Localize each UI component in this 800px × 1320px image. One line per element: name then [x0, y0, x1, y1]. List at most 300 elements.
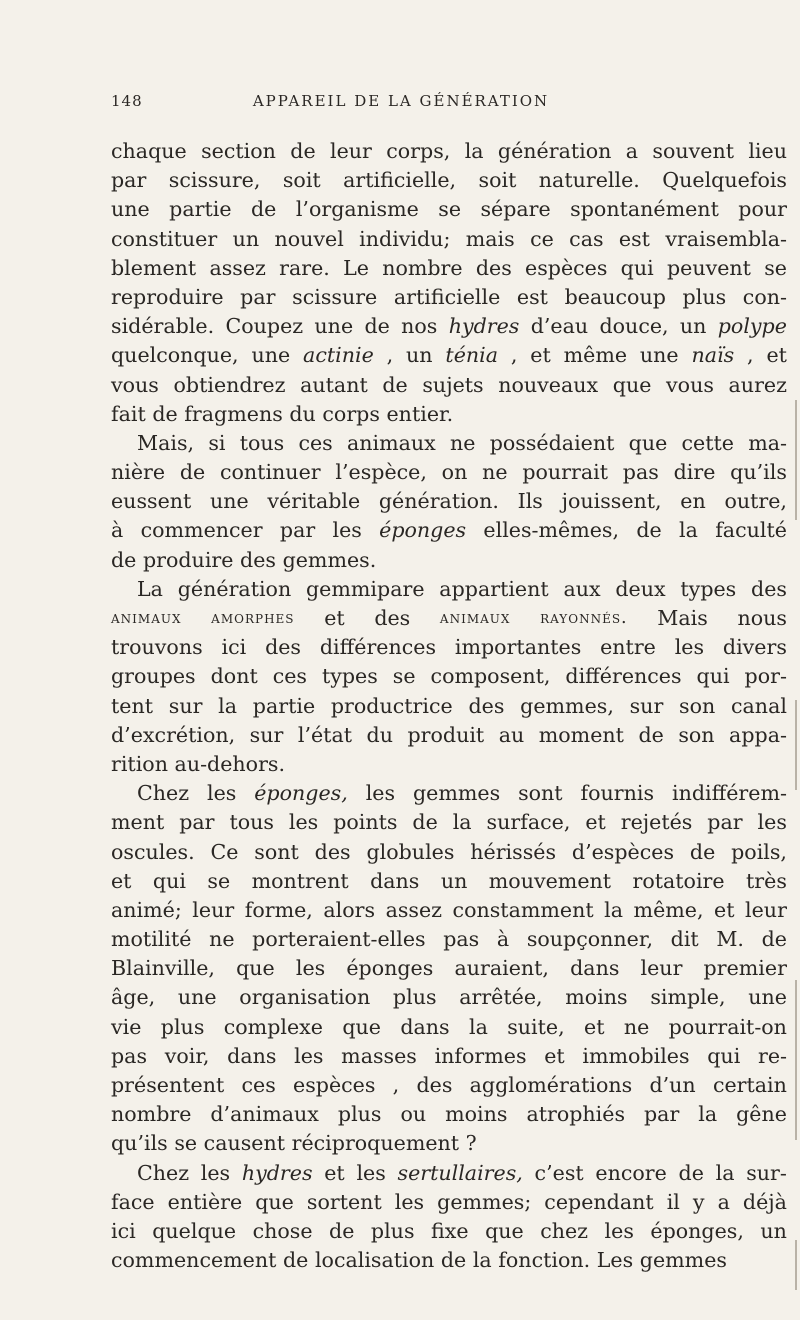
word: soit	[478, 168, 517, 193]
word: la	[604, 897, 624, 922]
word: même,	[633, 897, 704, 922]
word: qu’ils	[730, 460, 787, 485]
word: un	[232, 226, 260, 251]
word: fragmens	[184, 401, 283, 426]
word: la	[472, 1248, 492, 1273]
page-edge-shadow	[786, 0, 800, 1320]
text-line	[111, 1129, 787, 1158]
word: tent	[111, 693, 154, 718]
page-header	[111, 92, 691, 116]
word: porteraient-elles	[252, 927, 426, 952]
word: immobiles	[582, 1043, 690, 1068]
text-line	[111, 633, 787, 662]
text-line	[111, 1246, 787, 1275]
text-line	[111, 546, 787, 575]
word: de	[638, 722, 664, 747]
word: pour	[738, 197, 787, 222]
word: dans	[570, 956, 620, 981]
word: partie	[252, 693, 316, 718]
text-line	[111, 838, 787, 867]
word: leur	[640, 956, 683, 981]
word: qui	[620, 255, 654, 280]
word: par	[240, 284, 276, 309]
word: por-	[744, 664, 787, 689]
word: obtiendrez	[173, 372, 286, 397]
word: hydres	[448, 314, 520, 339]
text-line	[111, 983, 787, 1012]
word: et	[324, 606, 345, 630]
word: ,	[747, 343, 754, 368]
word: espèces	[293, 1073, 376, 1097]
word: Chez	[137, 781, 190, 806]
word: pas	[443, 927, 480, 952]
word: ici	[221, 635, 247, 660]
word: dans	[227, 1043, 277, 1068]
word: de	[179, 460, 206, 485]
word: de	[440, 1248, 467, 1273]
word: pas	[111, 1043, 148, 1068]
word: d’animaux	[210, 1102, 319, 1127]
word: eussent	[111, 489, 192, 514]
word: produire	[142, 547, 234, 572]
word: nombre	[111, 1102, 192, 1127]
word: leur	[330, 139, 372, 163]
word: un	[440, 868, 468, 893]
word: les	[206, 781, 237, 806]
word: est	[516, 284, 548, 309]
text-line	[111, 1071, 787, 1100]
text-line	[111, 721, 787, 750]
word: organisation	[239, 985, 371, 1010]
word: moins	[445, 1102, 508, 1127]
word: sertullaires,	[397, 1160, 523, 1185]
word: nière	[111, 460, 166, 485]
word: dans	[400, 1014, 450, 1039]
word: jouissent,	[561, 489, 662, 514]
word: vraisembla-	[665, 226, 787, 251]
word: entier.	[386, 401, 454, 426]
word: à	[111, 518, 124, 543]
word: reproduire	[111, 284, 224, 309]
word: actinie	[303, 343, 374, 368]
word: de	[382, 372, 408, 397]
word: causent	[203, 1131, 286, 1156]
word: les	[394, 1189, 425, 1214]
text-line	[111, 1042, 787, 1071]
word: se	[438, 197, 462, 222]
text-line	[111, 371, 787, 400]
word: se	[764, 255, 787, 280]
word: de	[329, 1218, 355, 1243]
word: soupçonner,	[526, 927, 653, 952]
word: commencer	[140, 518, 263, 543]
word: très	[746, 868, 787, 893]
text-line	[111, 896, 787, 925]
word: une	[314, 314, 354, 339]
word: la	[715, 1160, 735, 1185]
word: éponges	[379, 518, 467, 543]
word: les	[332, 518, 362, 543]
text-line	[111, 662, 787, 691]
word: divers	[722, 635, 787, 660]
word: cette	[681, 430, 734, 455]
word: chez	[540, 1218, 589, 1243]
word: suite,	[507, 1014, 565, 1039]
word: la	[468, 1014, 488, 1039]
word: qui	[696, 664, 730, 689]
word: groupes	[111, 664, 196, 689]
word: sur	[249, 722, 284, 747]
text-line	[111, 1159, 787, 1188]
word: de	[678, 1160, 704, 1185]
word: voir,	[164, 1043, 210, 1068]
word: encore	[595, 1160, 667, 1185]
word: naturelle.	[538, 168, 640, 193]
word: types	[680, 576, 737, 601]
word: une	[177, 985, 217, 1010]
word: de	[152, 401, 178, 426]
word: aurez	[728, 372, 787, 397]
running-title: APPAREIL DE LA GÉNÉRATION	[252, 92, 550, 110]
word: d’eau	[530, 314, 589, 339]
word: les	[295, 956, 326, 981]
word: ment	[111, 810, 165, 835]
word: masses	[341, 1043, 417, 1068]
word: une	[111, 197, 150, 222]
word: ténia	[445, 343, 499, 368]
word: animé;	[111, 897, 182, 922]
word: la	[464, 139, 484, 163]
word: gemmes,	[520, 693, 614, 718]
word: assez	[209, 255, 266, 280]
word: sur	[168, 693, 203, 718]
word: Mais,	[137, 430, 195, 455]
word: autant	[300, 372, 368, 397]
word: et	[324, 1160, 345, 1185]
word: génération	[497, 139, 612, 163]
word: arrêtée,	[459, 985, 543, 1010]
word: que	[485, 1218, 524, 1243]
word: les	[294, 1043, 324, 1068]
word: fait	[111, 401, 146, 426]
word: La	[137, 576, 163, 601]
text-line	[111, 283, 787, 312]
text-line	[111, 458, 787, 487]
word: cas	[569, 226, 604, 251]
word: entre	[600, 635, 656, 660]
text-line	[111, 604, 787, 633]
word: une	[639, 343, 679, 368]
word: ne	[482, 460, 508, 485]
word: oscules.	[111, 839, 195, 864]
word: informes	[434, 1043, 527, 1068]
word: des	[468, 693, 505, 718]
word: forme,	[244, 897, 313, 922]
word: Le	[343, 255, 369, 280]
word: vous	[666, 372, 714, 397]
word: de	[364, 314, 390, 339]
word: d’un	[649, 1073, 696, 1097]
word: plus	[337, 1102, 382, 1127]
word: y	[692, 1189, 705, 1214]
word: se	[392, 664, 416, 689]
word: poils,	[731, 839, 787, 864]
word: partie	[169, 197, 232, 222]
word: a	[625, 139, 639, 163]
word: simple,	[650, 985, 726, 1010]
word: et	[111, 868, 132, 893]
word: éponges	[346, 956, 434, 981]
word: ,	[386, 343, 394, 368]
word: sont	[254, 839, 299, 864]
word: vous	[111, 372, 159, 397]
word: les	[365, 781, 396, 806]
word: à	[496, 927, 510, 952]
word: âge,	[111, 985, 156, 1010]
word: que	[342, 1014, 381, 1039]
word: rayonnés.	[540, 608, 628, 628]
word: animaux	[111, 608, 182, 628]
word: est	[618, 226, 650, 251]
text-line	[111, 341, 787, 370]
word: nouvel	[274, 226, 344, 251]
word: pas	[622, 460, 659, 485]
word: par	[707, 810, 743, 835]
word: Ils	[517, 489, 543, 514]
word: de	[636, 518, 662, 543]
word: gêne	[736, 1102, 787, 1127]
word: Blainville,	[111, 956, 215, 981]
word: présentent	[111, 1073, 225, 1097]
word: leur	[745, 897, 787, 922]
word: gemmes.	[282, 547, 377, 572]
word: canal	[731, 693, 787, 718]
word: de	[111, 547, 137, 572]
word: sujets	[422, 372, 484, 397]
word: Mais	[657, 606, 708, 630]
word: auraient,	[454, 956, 549, 981]
word: gemmes	[412, 781, 501, 806]
word: commencement	[111, 1248, 277, 1273]
word: rejetés	[620, 810, 693, 835]
word: Quelquefois	[662, 168, 787, 193]
word: M.	[716, 927, 744, 952]
word: qui	[707, 1043, 741, 1068]
word: lieu	[748, 139, 787, 163]
word: ce	[530, 226, 554, 251]
word: ces	[298, 430, 333, 455]
word: de	[283, 1248, 309, 1273]
word: un	[406, 343, 433, 368]
word: Coupez	[225, 314, 304, 339]
word: que	[236, 956, 275, 981]
word: Ce	[210, 839, 239, 864]
word: par	[179, 810, 215, 835]
word: plus	[392, 985, 437, 1010]
word: fixe	[431, 1218, 469, 1243]
word: véritable	[267, 489, 361, 514]
body-text	[111, 137, 787, 1275]
word: et	[530, 343, 551, 368]
word: ces	[241, 1073, 276, 1097]
word: nos	[401, 314, 438, 339]
word: de	[761, 927, 787, 952]
word: les	[674, 635, 705, 660]
word: elles-mêmes,	[483, 518, 620, 543]
word: du	[366, 722, 393, 747]
word: des	[475, 255, 512, 280]
word: l’organisme	[295, 197, 419, 222]
word: l’espèce,	[335, 460, 427, 485]
word: dans	[370, 868, 420, 893]
word: au	[498, 722, 525, 747]
word: ,	[392, 1073, 400, 1097]
word: son	[678, 722, 715, 747]
word: productrice	[330, 693, 453, 718]
word: et	[544, 1043, 565, 1068]
word: un	[679, 314, 707, 339]
word: de	[250, 197, 277, 222]
word: rare.	[279, 255, 330, 280]
word: d’excrétion,	[111, 722, 236, 747]
word: appartient	[439, 576, 549, 601]
text-line	[111, 312, 787, 341]
word: face	[111, 1189, 155, 1214]
word: deux	[615, 576, 666, 601]
word: mais	[465, 226, 515, 251]
word: artificielle	[393, 284, 501, 309]
text-line	[111, 867, 787, 896]
word: complexe	[223, 1014, 323, 1039]
word: moment	[538, 722, 624, 747]
word: ,	[510, 343, 518, 368]
word: artificielle,	[343, 168, 457, 193]
word: une	[748, 985, 787, 1010]
text-line	[111, 429, 787, 458]
word: du	[289, 401, 316, 426]
text-line	[111, 808, 787, 837]
word: certain	[712, 1073, 787, 1097]
word: un	[760, 1218, 787, 1243]
word: des	[416, 1073, 453, 1097]
word: chose	[252, 1218, 313, 1243]
word: Les	[596, 1248, 634, 1273]
word: gemmes;	[437, 1189, 532, 1214]
word: et	[585, 810, 606, 835]
word: il	[666, 1189, 680, 1214]
word: pourrait	[522, 460, 609, 485]
word: scissure,	[168, 168, 261, 193]
word: a	[717, 1189, 730, 1214]
word: premier	[703, 956, 787, 981]
text-line	[111, 779, 787, 808]
word: différences	[565, 664, 682, 689]
word: déjà	[742, 1189, 787, 1214]
word: types	[321, 664, 378, 689]
word: les	[356, 1160, 386, 1185]
word: de	[290, 139, 316, 163]
word: éponges,	[254, 781, 348, 806]
word: polype	[717, 314, 787, 339]
word: faculté	[715, 518, 787, 543]
word: on	[441, 460, 468, 485]
word: quelconque,	[111, 343, 239, 368]
word: sur-	[746, 1160, 787, 1185]
text-line	[111, 1188, 787, 1217]
word: Chez	[137, 1160, 190, 1185]
word: nouveaux	[498, 372, 599, 397]
word: différences	[319, 635, 437, 660]
page-number: 148	[111, 92, 143, 110]
word: naïs	[691, 343, 735, 368]
text-line	[111, 400, 787, 429]
word: nombre	[382, 255, 463, 280]
text-line	[111, 166, 787, 195]
word: les	[604, 1218, 634, 1243]
word: qu’ils	[111, 1131, 168, 1156]
word: l’état	[297, 722, 353, 747]
word: ici	[111, 1218, 136, 1243]
word: surface,	[486, 810, 571, 835]
word: animaux	[346, 430, 436, 455]
word: appa-	[729, 722, 787, 747]
word: fournis	[580, 781, 655, 806]
word: et	[766, 343, 787, 368]
word: hérissés	[470, 839, 557, 864]
word: par	[111, 168, 147, 193]
word: atrophiés	[526, 1102, 626, 1127]
text-line	[111, 516, 787, 545]
word: que	[612, 372, 652, 397]
word: mouvement	[488, 868, 612, 893]
word: motilité	[111, 927, 192, 952]
word: alors	[323, 897, 376, 922]
word: ne	[450, 430, 476, 455]
word: une	[251, 343, 291, 368]
word: de	[689, 839, 716, 864]
word: constituer	[111, 226, 218, 251]
word: dire	[673, 460, 716, 485]
word: les	[288, 810, 319, 835]
word: de	[412, 810, 438, 835]
word: cependant	[544, 1189, 654, 1214]
text-line	[111, 195, 787, 224]
word: spontanément	[570, 197, 719, 222]
word: corps	[322, 401, 380, 426]
word: une	[210, 489, 249, 514]
word: tous	[239, 430, 285, 455]
word: re-	[757, 1043, 787, 1068]
word: tous	[229, 810, 274, 835]
word: leur	[192, 897, 235, 922]
word: par	[279, 518, 316, 543]
word: con-	[742, 284, 787, 309]
word: se	[174, 1131, 198, 1156]
word: moins	[565, 985, 628, 1010]
word: sépare	[480, 197, 551, 222]
word: amorphes	[211, 608, 295, 628]
word: trouvons	[111, 635, 203, 660]
word: dont	[210, 664, 258, 689]
word: gemmipare	[306, 576, 425, 601]
word: pourrait-on	[668, 1014, 787, 1039]
word: points	[333, 810, 398, 835]
word: espèces	[525, 255, 608, 280]
word: ou	[400, 1102, 427, 1127]
word: corps,	[386, 139, 451, 163]
word: ces	[272, 664, 307, 689]
word: plus	[160, 1014, 205, 1039]
